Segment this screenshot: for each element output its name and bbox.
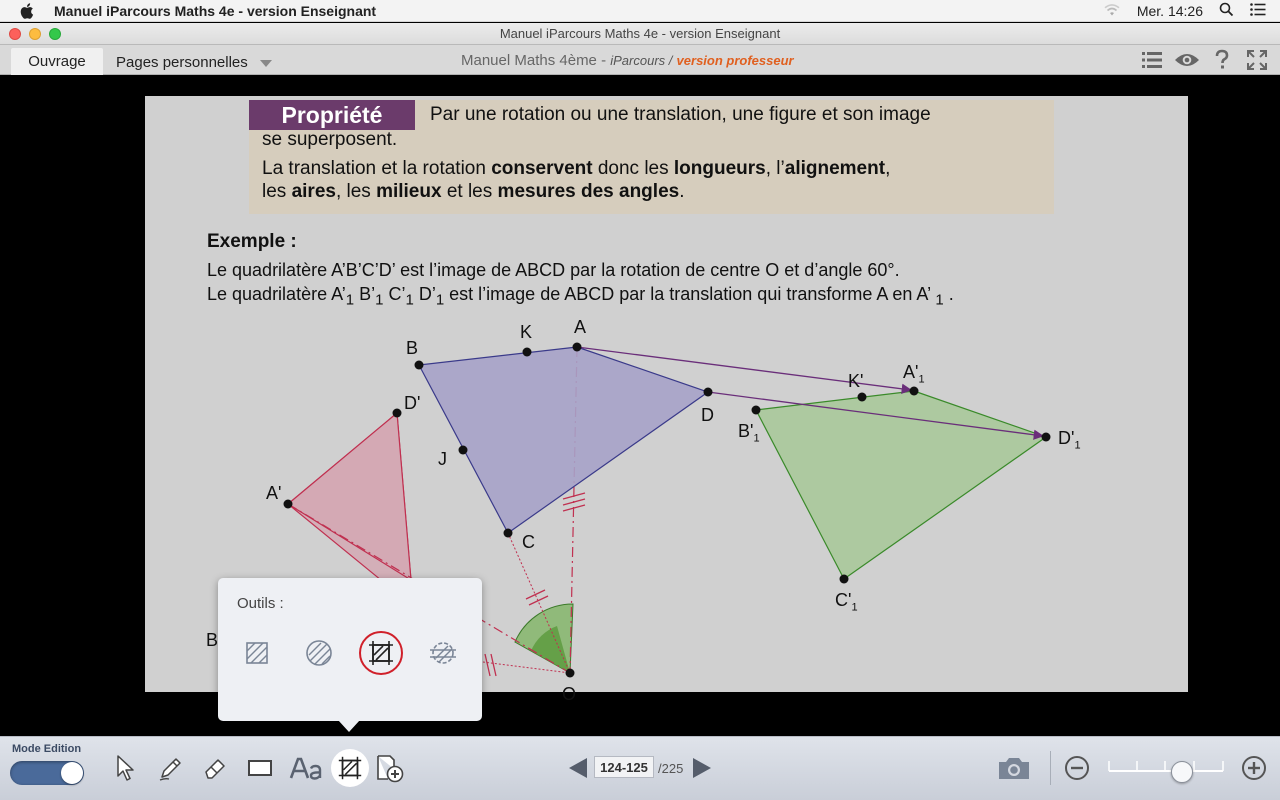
clock[interactable]: Mer. 14:26 [1136,3,1203,19]
label-text: D' [1058,428,1075,448]
window-minimize-button[interactable] [29,28,41,40]
rectangle-tool-button[interactable] [243,751,277,785]
label-text: C' [835,590,852,610]
book-title-main: Manuel Maths 4ème - [461,52,611,69]
text-run: . [679,181,685,202]
subscript: 1 [935,291,944,309]
hatch-circle-icon [305,639,333,667]
add-page-icon [374,753,404,783]
label-O-partial: O [562,684,577,704]
subscript: 1 [918,373,925,386]
hatch-circle-tool[interactable] [297,631,341,675]
text-run: C’ [383,284,406,304]
fullscreen-icon[interactable] [1246,50,1268,70]
zoom-slider-knob[interactable] [1171,761,1193,783]
text-run: , [885,158,891,179]
subscript: 1 [1074,439,1081,452]
book-title-brand: iParcours / [610,53,673,68]
label-K1: K' [848,371,864,391]
text-run: , les [335,181,377,202]
mode-edition-toggle[interactable] [10,761,84,785]
text-run: donc les [592,158,674,179]
pointer-tool-button[interactable] [109,751,143,785]
chevron-down-icon [260,60,272,67]
tab-pages-label: Pages personnelles [116,53,248,71]
label-K: K [520,322,533,342]
text-run: D’ [413,284,436,304]
toggle-knob [61,762,83,784]
mode-edition-label: Mode Edition [12,743,82,755]
label-D-prime: D' [404,393,421,413]
example-title: Exemple : [207,231,297,252]
subscript: 1 [345,291,355,309]
label-J: J [438,449,447,469]
pen-tool-button[interactable] [154,751,188,785]
tools-popup-pointer [338,720,360,732]
label-C: C [522,532,535,552]
screenshot-button[interactable] [995,751,1033,785]
bold-run: aires [291,181,336,202]
hatch-square-tool[interactable] [235,631,279,675]
label-text: B' [738,421,754,441]
zoom-out-icon [1064,755,1090,781]
label-C1 [835,590,858,614]
quad-translation [756,391,1046,579]
bottom-toolbar [0,736,1280,800]
hatch-polygon-icon [366,638,396,668]
text-run: et les [441,181,498,202]
text-run: . [943,284,954,304]
book-title [461,52,794,69]
notification-center-icon[interactable] [1250,3,1266,19]
tab-ouvrage[interactable]: Ouvrage [11,48,103,75]
label-text: A' [903,362,919,382]
cursor-arrow-icon [115,754,137,782]
page-total: /225 [658,761,684,776]
bold-run: conservent [491,158,593,179]
tools-popup-title: Outils : [237,595,284,612]
label-A-prime: A' [266,483,282,503]
text-run: est l’image de ABCD par la translation qui transforme A en A’ [444,284,936,304]
menubar-app-name[interactable]: Manuel iParcours Maths 4e - version Enseignant [54,2,377,19]
subscript: 1 [435,291,445,309]
bold-run: alignement [784,158,886,179]
tab-pages-personnelles[interactable] [116,49,272,75]
label-D: D [701,405,714,425]
bold-run: mesures des angles [497,181,680,202]
book-title-version: version professeur [676,53,794,68]
add-page-button[interactable] [372,751,406,785]
wifi-icon[interactable] [1103,3,1121,20]
text-aa-icon [289,756,323,780]
app-header [0,45,1280,75]
property-badge: Propriété [249,100,415,130]
label-A: A [574,317,587,337]
eraser-tool-button[interactable] [198,751,232,785]
hatch-tool-button[interactable] [331,749,369,787]
pen-icon [157,754,185,782]
spotlight-search-icon[interactable] [1219,2,1234,20]
next-page-arrow-icon[interactable] [693,758,711,778]
example-line-1: Le quadrilatère A’B’C’D’ est l’image de ABCD par la rotation de centre O et d’angle 60°. [207,260,900,280]
list-icon[interactable] [1141,50,1163,70]
system-menubar [0,0,1280,22]
property-line-1: Par une rotation ou une translation, une figure et son image [430,104,931,125]
eraser-icon [201,754,229,782]
zoom-in-icon [1241,755,1267,781]
text-run: les [262,181,292,202]
hatch-polygon-icon [336,754,364,782]
label-B-prime-partial: B [206,630,219,650]
text-tool-button[interactable] [288,751,324,785]
subscript: 1 [375,291,384,309]
text-run: Le quadrilatère A’ [207,284,346,304]
zoom-out-button[interactable] [1060,751,1094,785]
label-B: B [406,338,419,358]
subscript: 1 [753,432,760,445]
hatch-dashed-circle-tool[interactable] [421,631,465,675]
text-run: , l’ [765,158,785,179]
zoom-slider-track [1108,757,1224,791]
hatch-polygon-tool[interactable] [359,631,403,675]
zoom-slider[interactable] [1108,757,1224,771]
page-number-input[interactable]: 124-125 [594,756,654,778]
label-D1 [1058,428,1081,452]
window-title: Manuel iParcours Maths 4e - version Enseignant [499,26,781,41]
toolbar-divider [1050,751,1051,785]
camera-icon [997,755,1031,781]
property-line-2: se superposent. [262,129,398,150]
hatch-dashed-circle-icon [428,638,458,668]
label-A1 [903,362,925,386]
window-close-button[interactable] [9,28,21,40]
tools-popup [218,578,482,721]
bold-run: longueurs [673,158,766,179]
window-maximize-button[interactable] [49,28,61,40]
eye-icon[interactable] [1176,50,1198,70]
subscript: 1 [405,291,414,309]
bold-run: milieux [376,181,442,202]
label-B1 [738,421,760,445]
previous-page-arrow-icon[interactable] [569,758,587,778]
zoom-in-button[interactable] [1237,751,1271,785]
rectangle-icon [247,758,273,778]
window-titlebar [0,23,1280,45]
apple-icon[interactable] [20,3,38,19]
subscript: 1 [851,601,858,614]
text-run: La translation et la rotation [262,158,492,179]
help-icon[interactable] [1211,50,1233,70]
hatch-square-icon [245,641,269,665]
text-run: B’ [354,284,376,304]
